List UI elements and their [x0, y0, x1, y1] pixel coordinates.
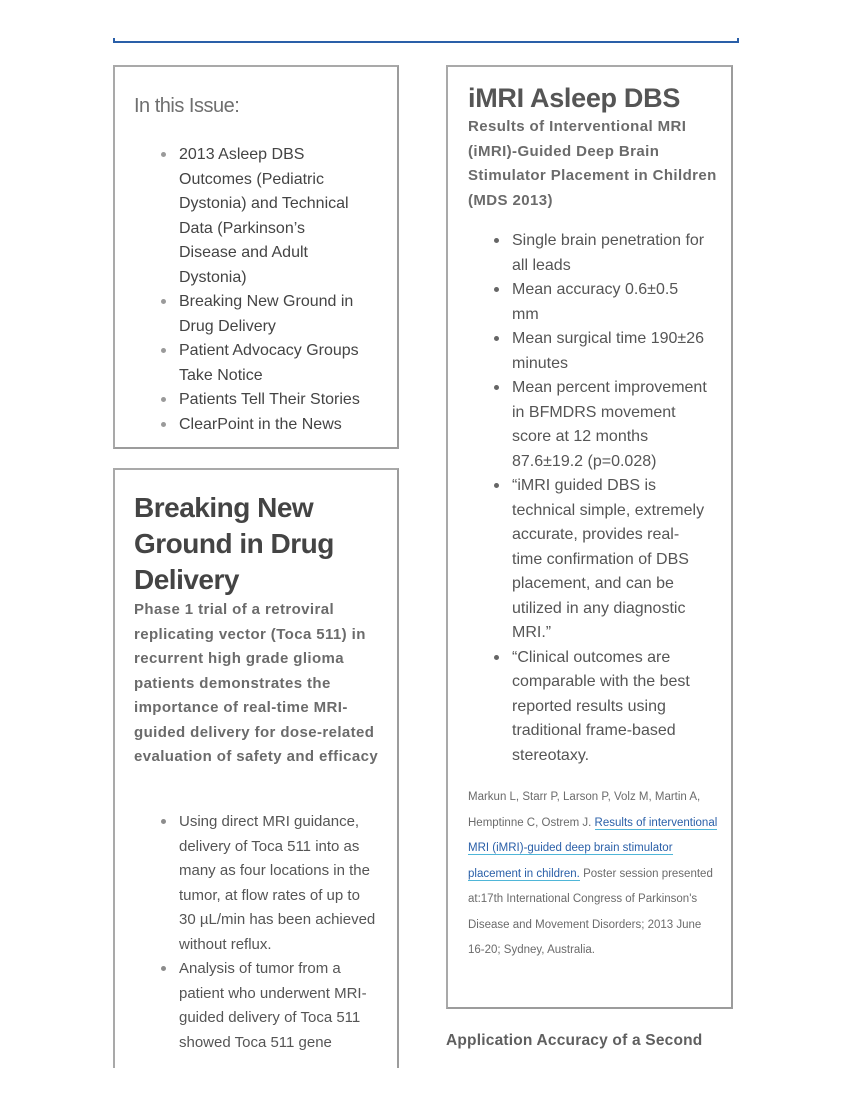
- bullet-item: Single brain penetration for all leads: [494, 229, 709, 278]
- bullet-item: Mean surgical time 190±26 minutes: [494, 327, 709, 376]
- header-rule: [113, 38, 739, 43]
- drug-delivery-bullets: [161, 810, 376, 1055]
- next-section-heading: Application Accuracy of a Second: [446, 1032, 703, 1049]
- imri-asleep-dbs-box: [446, 65, 733, 1009]
- imri-title: iMRI Asleep DBS: [468, 83, 681, 113]
- citation-link[interactable]: Results of interventional MRI (iMRI)-guided deep brain stimulator placement in children.: [468, 816, 718, 880]
- bullet-item: “Clinical outcomes are comparable with the best reported results using traditional frame-based stereotaxy.: [494, 646, 709, 769]
- issue-item[interactable]: ClearPoint in the News: [161, 413, 361, 438]
- bullet-item: Analysis of tumor from a patient who underwent MRI-guided delivery of Toca 511 showed Toca 511 gene: [161, 957, 376, 1055]
- imri-bullets: [494, 229, 709, 768]
- issue-item[interactable]: Patient Advocacy Groups Take Notice: [161, 339, 361, 388]
- citation-authors: Markun L, Starr P, Larson P, Volz M, Martin A, Hemptinne C, Ostrem J.: [468, 791, 701, 829]
- drug-delivery-title: Breaking New Ground in Drug Delivery: [134, 492, 334, 595]
- issue-item[interactable]: Patients Tell Their Stories: [161, 388, 361, 413]
- drug-delivery-subtitle: Phase 1 trial of a retroviral replicating vector (Toca 511) in recurrent high grade glioma patients demonstrates the importance of real-time MRI-guided delivery for dose-related evaluation of safety and efficacy: [134, 601, 379, 765]
- in-this-issue-box: [113, 65, 399, 449]
- bullet-item: Mean accuracy 0.6±0.5 mm: [494, 278, 709, 327]
- bullet-item: Mean percent improvement in BFMDRS movement score at 12 months 87.6±19.2 (p=0.028): [494, 376, 709, 474]
- issue-item[interactable]: Breaking New Ground in Drug Delivery: [161, 290, 361, 339]
- issue-list: [161, 143, 361, 437]
- bullet-item: Using direct MRI guidance, delivery of Toca 511 into as many as four locations in the tumor, at flow rates of up to 30 µL/min has been achieved without reflux.: [161, 810, 376, 957]
- citation: [468, 785, 718, 964]
- imri-subtitle: Results of Interventional MRI (iMRI)-Guided Deep Brain Stimulator Placement in Children (MDS 2013): [468, 118, 717, 209]
- citation-details: Poster session presented at:17th International Congress of Parkinson's Disease and Movement Disorders; 2013 June 16-20; Sydney, Australia.: [468, 867, 713, 956]
- drug-delivery-box: [113, 468, 399, 1068]
- in-this-issue-title: In this Issue:: [134, 95, 240, 117]
- bullet-item: “iMRI guided DBS is technical simple, extremely accurate, provides real-time confirmation of DBS placement, and can be utilized in any diagnostic MRI.”: [494, 474, 709, 646]
- issue-item[interactable]: 2013 Asleep DBS Outcomes (Pediatric Dystonia) and Technical Data (Parkinson’s Disease and Adult Dystonia): [161, 143, 361, 290]
